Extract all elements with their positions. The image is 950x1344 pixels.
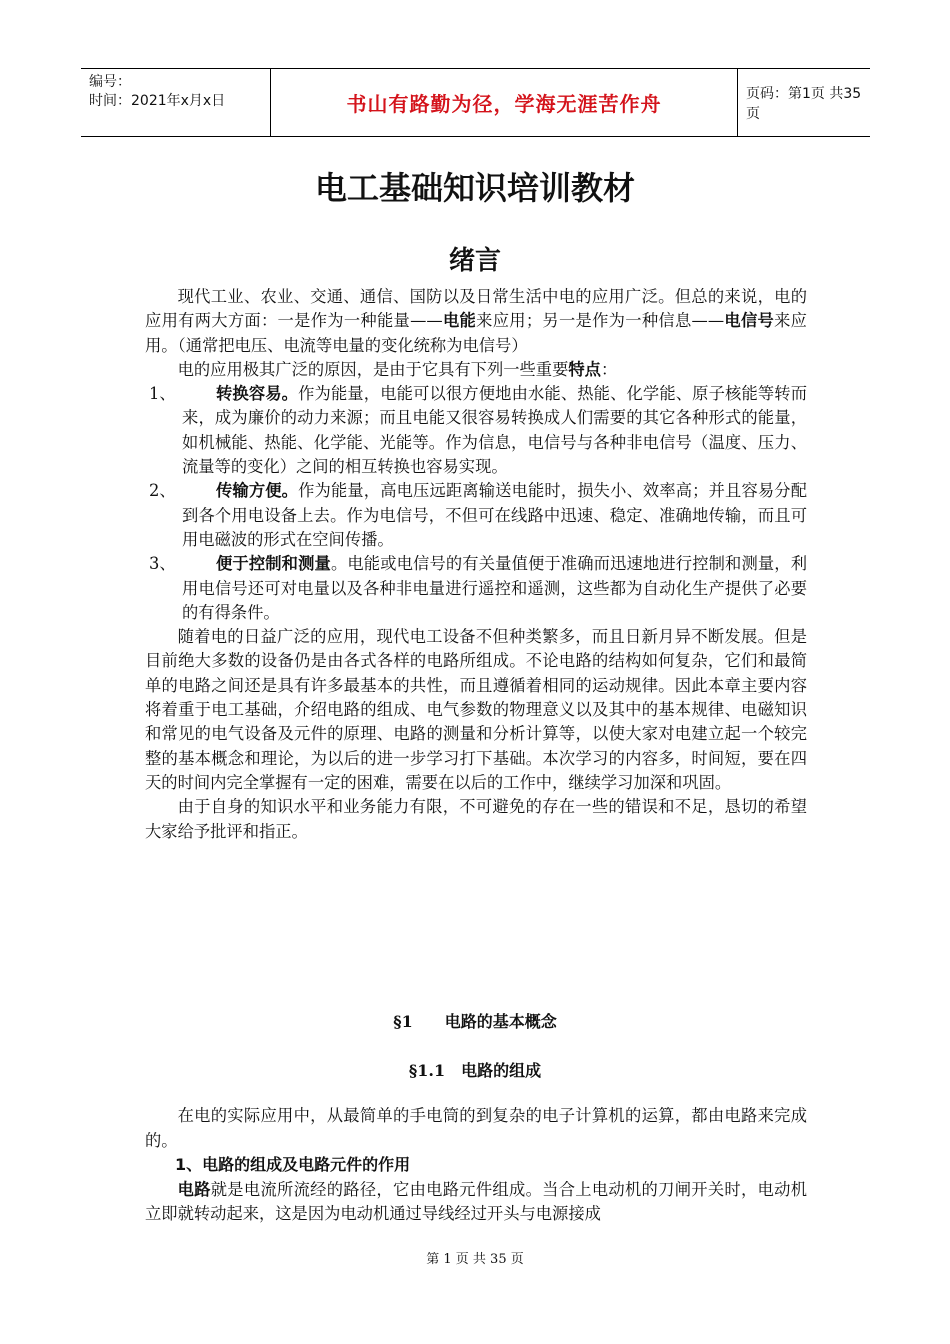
intro-paragraph-1: 现代工业、农业、交通、通信、国防以及日常生活中电的应用广泛。但总的来说，电的应用有两大方面：一是作为一种能量——电能来应用；另一是作为一种信息——电信号来应用。（通常把电压、电流等电量的变化统称为电信号） [145, 287, 807, 355]
list-item-text: 便于控制和测量。电能或电信号的有关量值便于准确而迅速地进行控制和测量，利用电信号还可对电量以及各种非电量进行遥控和遥测，这些都为自动化生产提供了必要的有得条件。 [182, 554, 807, 622]
list-item-number: 1、 [149, 384, 176, 404]
header-meta [81, 69, 271, 136]
list-item-number: 3、 [149, 554, 176, 574]
header-date-label: 时间：2021年x月x日 [89, 93, 226, 109]
list-item-text: 转换容易。作为能量，电能可以很方便地由水能、热能、化学能、原子核能等转而来，成为廉价的动力来源；而且电能又很容易转换成人们需要的其它各种形式的能量，如机械能、热能、化学能、光能等。作为信息，电信号与各种非电信号（温度、压力、流量等的变化）之间的相互转换也容易实现。 [182, 384, 807, 477]
section-paragraph-2: 电路就是电流所流经的路径，它由电路元件组成。当合上电动机的刀闸开关时，电动机立即就转动起来，这是因为电动机通过导线经过开头与电源接成 [145, 1179, 807, 1223]
header-page-label: 页码：第1页 共35页 [746, 85, 862, 122]
list-item-text: 传输方便。作为能量，高电压远距离输送电能时，损失小、效率高；并且容易分配到各个用电设备上去。作为电信号，不但可在线路中迅速、稳定、准确地传输，而且可用电磁波的形式在空间传播。 [182, 481, 807, 549]
subsection-heading: 1、电路的组成及电路元件的作用 [175, 1155, 411, 1174]
intro-paragraph-2: 电的应用极其广泛的原因，是由于它具有下列一些重要特点： [177, 359, 618, 379]
section-heading-1-1: §1.1 电路的组成 [408, 1061, 542, 1080]
list-item [145, 382, 807, 479]
section-paragraph-1: 在电的实际应用中，从最简单的手电筒的到复杂的电子计算机的运算，都由电路来完成的。 [145, 1106, 807, 1150]
bold-term: 电信号 [724, 311, 775, 331]
section-heading-1: §1 电路的基本概念 [393, 1012, 557, 1031]
bold-term: 电路 [177, 1179, 211, 1199]
header-motto: 书山有路勤为径，学海无涯苦作舟 [271, 69, 738, 136]
bold-term: 特点 [568, 359, 601, 379]
list-item [145, 552, 807, 625]
intro-section [145, 285, 807, 844]
list-item [145, 479, 807, 552]
document-title: 电工基础知识培训教材 [314, 169, 635, 207]
intro-paragraph-3: 随着电的日益广泛的应用，现代电工设备不但种类繁多，而且日新月异不断发展。但是目前绝大多数的设备仍是由各式各样的电路所组成。不论电路的结构如何复杂，它们和最简单的电路之间还是具有许多最基本的共性，而且遵循着相同的运动规律。因此本章主要内容将着重于电工基础，介绍电路的组成、电气参数的物理意义以及其中的基本规律、电磁知识和常见的电气设备及元件的原理、电路的测量和分析计算等，以使大家对电建立起一个较完整的基本概念和理论，为以后的进一步学习打下基础。本次学习的内容多，时间短，要在四天的时间内完全掌握有一定的困难，需要在以后的工作中，继续学习加深和巩固。 [145, 627, 807, 792]
bold-term: 电能 [442, 311, 477, 331]
header-number-label: 编号： [89, 74, 131, 90]
intro-paragraph-4: 由于自身的知识水平和业务能力有限，不可避免的存在一些的错误和不足，恳切的希望大家给予批评和指正。 [145, 797, 807, 841]
page-footer: 第 1 页 共 35 页 [426, 1252, 524, 1267]
document-subtitle: 绪言 [448, 246, 501, 276]
section-body [145, 1104, 807, 1227]
list-item-number: 2、 [149, 481, 176, 501]
page-header [81, 68, 870, 137]
